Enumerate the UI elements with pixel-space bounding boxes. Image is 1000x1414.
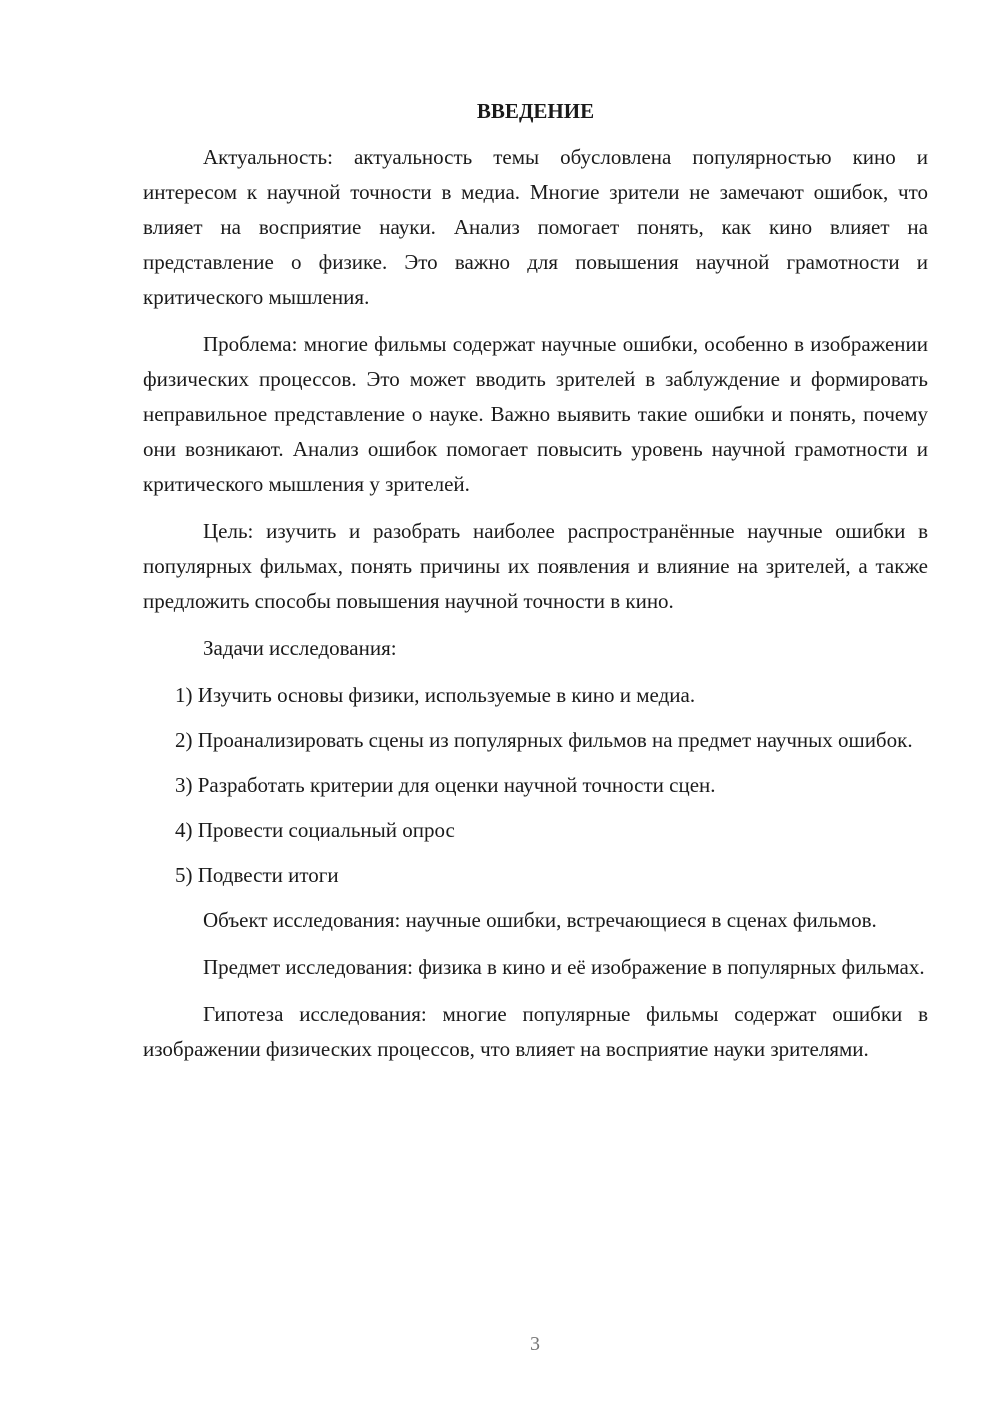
page-heading: ВВЕДЕНИЕ [476, 99, 595, 123]
task-item: 4) Провести социальный опрос [175, 818, 455, 842]
paragraph-subject: Предмет исследования: физика в кино и её изображение в популярных фильмах. [203, 955, 925, 979]
task-item: 3) Разработать критерии для оценки научной точности сцен. [175, 773, 716, 797]
paragraph-hypothesis: Гипотеза исследования: многие популярные фильмы содержат ошибки в изображении физических процессов, что влияет на восприятие науки зрителями. [143, 1002, 928, 1061]
tasks-list [143, 678, 928, 893]
task-item: 2) Проанализировать сцены из популярных фильмов на предмет научных ошибок. [175, 728, 913, 752]
paragraph-tasks-intro: Задачи исследования: [203, 636, 397, 660]
page-number: 3 [530, 1333, 540, 1355]
page-content [143, 96, 928, 1079]
paragraph-relevance: Актуальность: актуальность темы обусловлена популярностью кино и интересом к научной точности в медиа. Многие зрители не замечают ошибок, что влияет на восприятие науки. Анализ помогает понять, как кино влияет на представление о физике. Это важно для повышения научной грамотности и критического мышления. [143, 145, 928, 309]
paragraph-problem: Проблема: многие фильмы содержат научные ошибки, особенно в изображении физических процессов. Это может вводить зрителей в заблуждение и формировать неправильное представление о науке. Важно выявить такие ошибки и понять, почему они возникают. Анализ ошибок помогает повысить уровень научной грамотности и критического мышления у зрителей. [143, 332, 928, 496]
task-item: 1) Изучить основы физики, используемые в кино и медиа. [175, 683, 696, 707]
task-item: 5) Подвести итоги [175, 863, 339, 887]
paragraph-goal: Цель: изучить и разобрать наиболее распространённые научные ошибки в популярных фильмах, понять причины их появления и влияние на зрителей, а также предложить способы повышения научной точности в кино. [143, 519, 928, 613]
paragraph-object: Объект исследования: научные ошибки, встречающиеся в сценах фильмов. [203, 908, 877, 932]
